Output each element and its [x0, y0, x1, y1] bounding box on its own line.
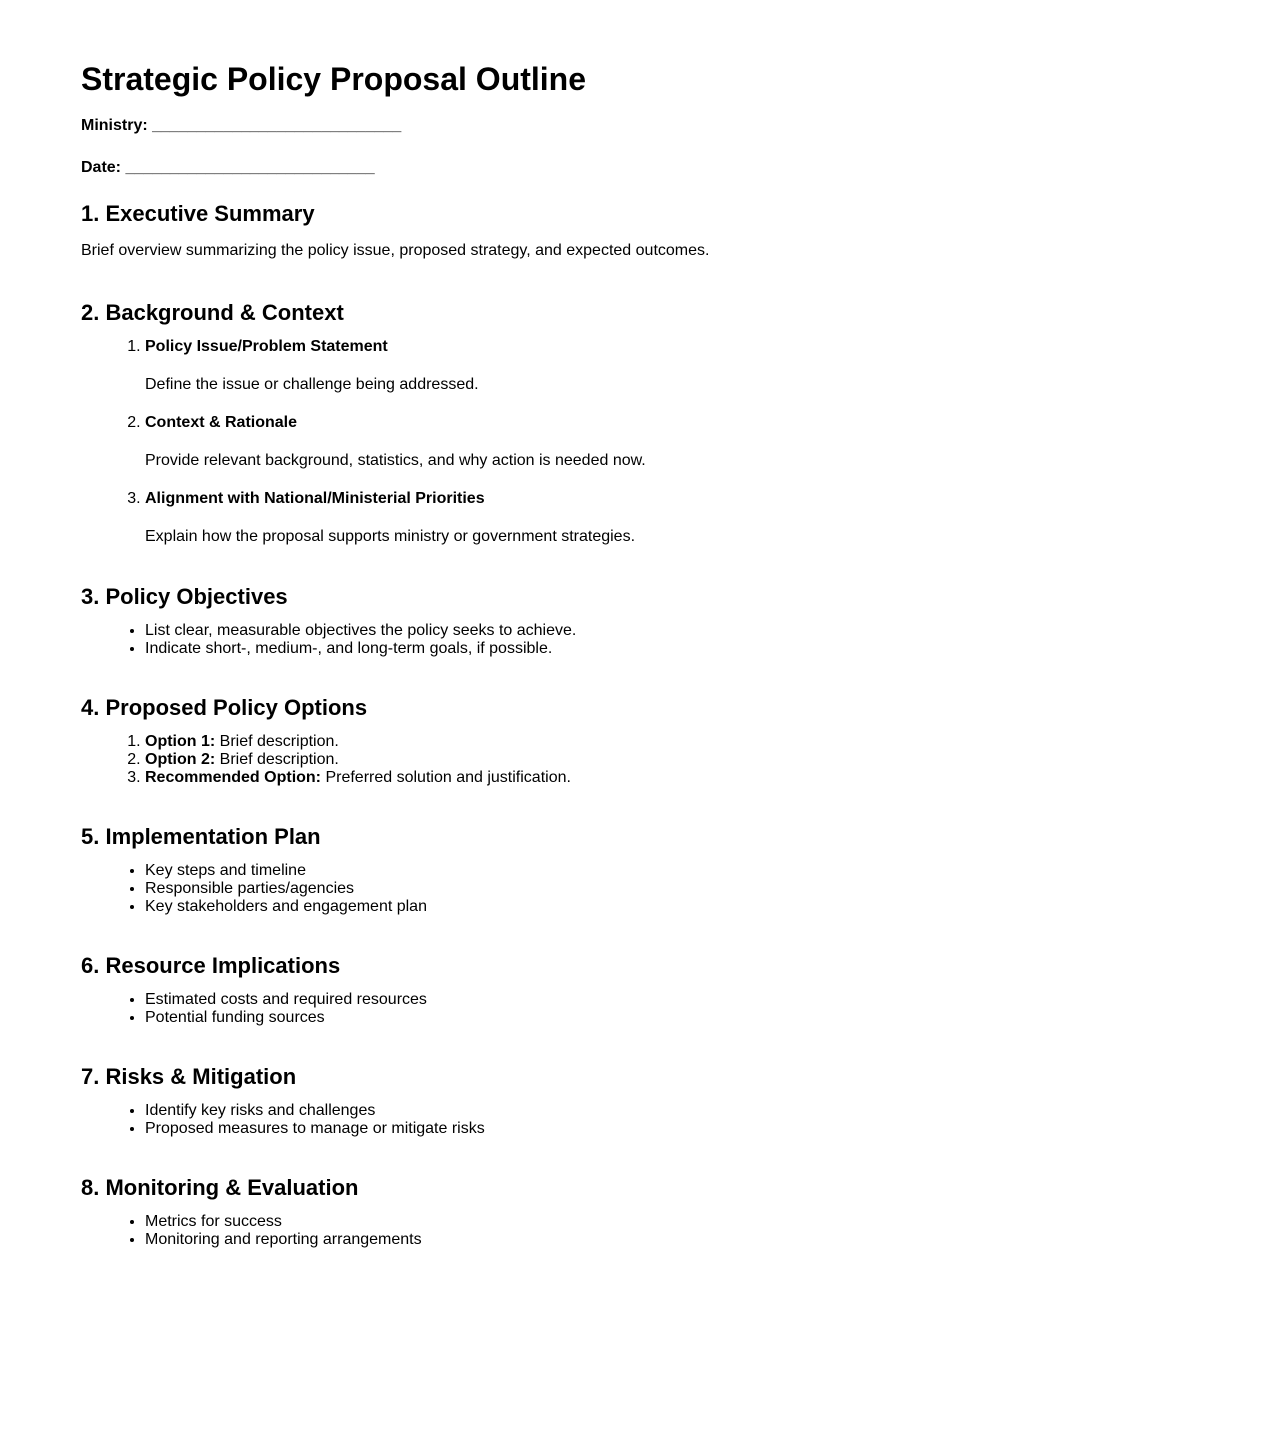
implementation-list	[81, 862, 1182, 916]
background-list	[81, 338, 1182, 546]
ministry-blank: ____________________________	[152, 117, 402, 134]
section-risks	[81, 1064, 1182, 1138]
section-executive-summary	[81, 201, 1182, 260]
section-resources	[81, 953, 1182, 1027]
list-item: • Potential funding sources	[145, 1009, 1182, 1027]
item-title: 3. Alignment with National/Ministerial Priorities	[145, 490, 485, 507]
item-title: 2. Context & Rationale	[145, 414, 298, 431]
list-item: • Proposed measures to manage or mitigate risks	[145, 1120, 1182, 1138]
list-item	[145, 338, 1182, 394]
section-heading: 7. Risks & Mitigation	[81, 1064, 297, 1089]
list-item	[145, 490, 1182, 546]
option-label: Option 2:	[145, 751, 216, 768]
section-heading: 1. Executive Summary	[81, 201, 315, 226]
list-item: • Key steps and timeline	[145, 862, 1182, 880]
ministry-field	[81, 117, 1182, 135]
section-background	[81, 300, 1182, 546]
date-label: Date:	[81, 159, 122, 176]
section-implementation	[81, 824, 1182, 916]
ministry-label: Ministry:	[81, 117, 148, 134]
item-desc: Explain how the proposal supports ministry or government strategies.	[145, 528, 636, 545]
date-field	[81, 159, 1182, 177]
item-title: 1. Policy Issue/Problem Statement	[145, 338, 388, 355]
list-item: • List clear, measurable objectives the policy seeks to achieve.	[145, 622, 1182, 640]
list-item	[145, 733, 1182, 751]
objectives-list	[81, 622, 1182, 658]
list-item	[145, 751, 1182, 769]
option-label: Option 1:	[145, 733, 216, 750]
list-item: • Monitoring and reporting arrangements	[145, 1231, 1182, 1249]
item-desc: Provide relevant background, statistics, and why action is needed now.	[145, 452, 646, 469]
list-item	[145, 769, 1182, 787]
options-list	[81, 733, 1182, 787]
resources-list	[81, 991, 1182, 1027]
item-desc: Define the issue or challenge being addressed.	[145, 376, 479, 393]
option-text: Brief description.	[215, 733, 339, 750]
list-item	[145, 414, 1182, 470]
section-heading: 6. Resource Implications	[81, 953, 341, 978]
section-heading: 3. Policy Objectives	[81, 584, 288, 609]
section-heading: 4. Proposed Policy Options	[81, 695, 368, 720]
list-item: • Key stakeholders and engagement plan	[145, 898, 1182, 916]
section-options	[81, 695, 1182, 787]
date-blank: ____________________________	[125, 159, 375, 176]
section-objectives	[81, 584, 1182, 658]
list-item: • Indicate short-, medium-, and long-term goals, if possible.	[145, 640, 1182, 658]
monitoring-list	[81, 1213, 1182, 1249]
list-item: • Responsible parties/agencies	[145, 880, 1182, 898]
option-label: Recommended Option:	[145, 769, 322, 786]
section-monitoring	[81, 1175, 1182, 1249]
option-text: Brief description.	[215, 751, 339, 768]
list-item: • Identify key risks and challenges	[145, 1102, 1182, 1120]
section-text: Brief overview summarizing the policy issue, proposed strategy, and expected outcomes.	[81, 242, 710, 259]
list-item: • Metrics for success	[145, 1213, 1182, 1231]
section-heading: 8. Monitoring & Evaluation	[81, 1175, 359, 1200]
section-heading: 2. Background & Context	[81, 300, 344, 325]
document-title: Strategic Policy Proposal Outline	[81, 61, 587, 97]
option-text: Preferred solution and justification.	[321, 769, 571, 786]
section-heading: 5. Implementation Plan	[81, 824, 321, 849]
risks-list	[81, 1102, 1182, 1138]
list-item: • Estimated costs and required resources	[145, 991, 1182, 1009]
